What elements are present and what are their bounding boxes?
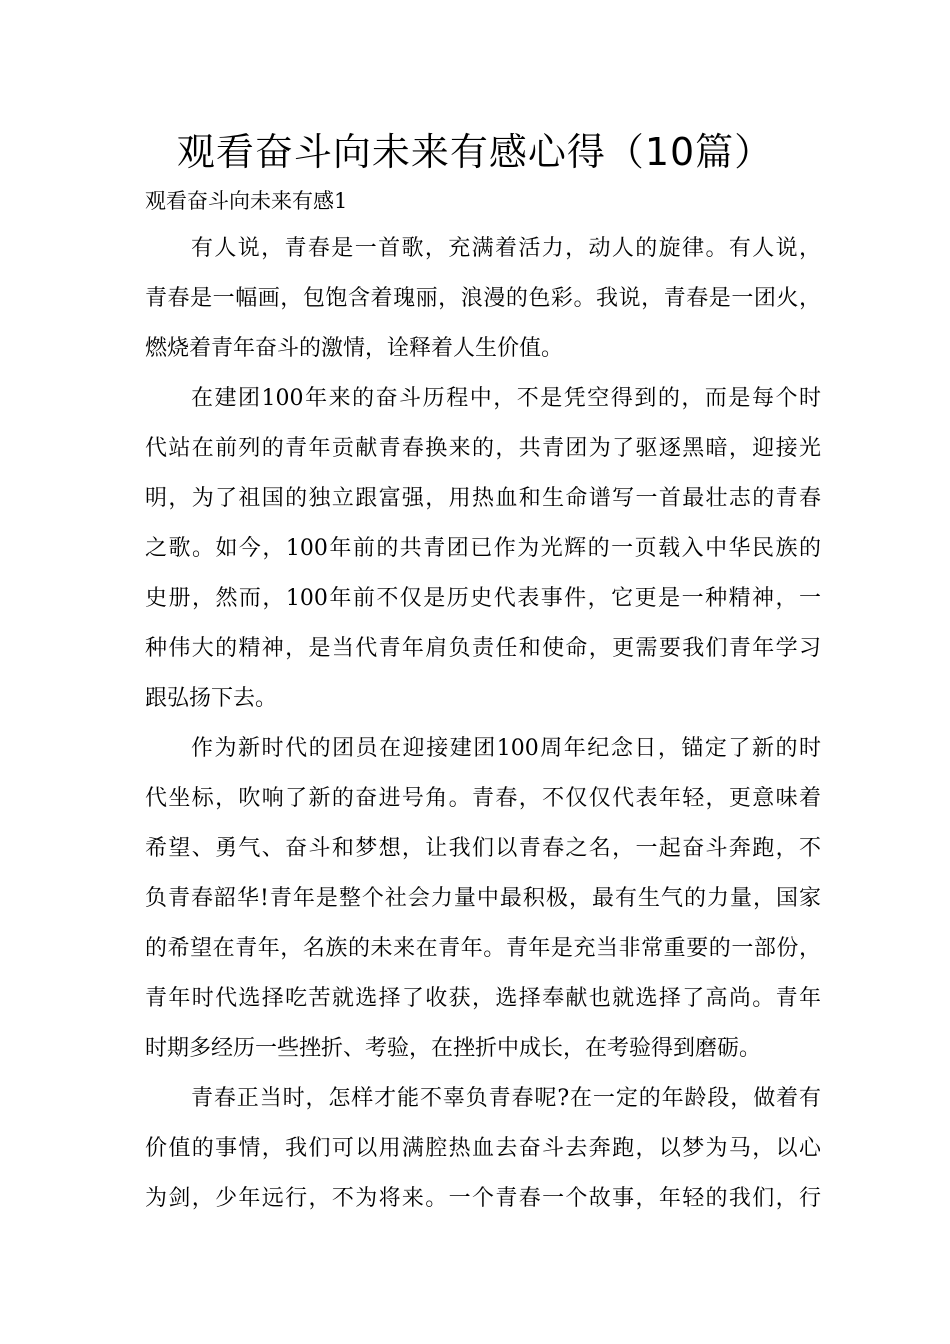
paragraph-line: 之歌。如今，100年前的共青团已作为光辉的一页载入中华民族的 (145, 536, 821, 561)
paragraph-line: 青春是一幅画，包饱含着瑰丽，浪漫的色彩。我说，青春是一团火， (145, 286, 821, 311)
paragraph-line: 在建团100年来的奋斗历程中，不是凭空得到的，而是每个时 (191, 386, 821, 411)
paragraph-line: 希望、勇气、奋斗和梦想，让我们以青春之名，一起奋斗奔跑，不 (145, 836, 821, 861)
paragraph-line: 青春正当时，怎样才能不辜负青春呢?在一定的年龄段，做着有 (191, 1086, 821, 1111)
paragraph-1 (145, 224, 821, 374)
paragraph-line: 为剑，少年远行，不为将来。一个青春一个故事，年轻的我们，行 (145, 1186, 821, 1211)
paragraph-line: 作为新时代的团员在迎接建团100周年纪念日，锚定了新的时 (191, 736, 821, 761)
paragraph-line: 价值的事情，我们可以用满腔热血去奋斗去奔跑，以梦为马，以心 (145, 1136, 821, 1161)
section-heading: 观看奋斗向未来有感1 (145, 189, 348, 213)
paragraph-line: 代站在前列的青年贡献青春换来的，共青团为了驱逐黑暗，迎接光 (145, 436, 821, 461)
paragraph-4 (145, 1074, 821, 1224)
paragraph-line: 跟弘扬下去。 (145, 686, 278, 711)
paragraph-3 (145, 724, 821, 1074)
paragraph-line: 燃烧着青年奋斗的激情，诠释着人生价值。 (145, 336, 564, 361)
paragraph-line: 代坐标，吹响了新的奋进号角。青春，不仅仅代表年轻，更意味着 (145, 786, 821, 811)
paragraph-line: 史册，然而，100年前不仅是历史代表事件，它更是一种精神，一 (145, 586, 821, 611)
paragraph-line: 明，为了祖国的独立跟富强，用热血和生命谱写一首最壮志的青春 (145, 486, 821, 511)
paragraph-line: 时期多经历一些挫折、考验，在挫折中成长，在考验得到磨砺。 (145, 1036, 762, 1061)
paragraph-line: 青年时代选择吃苦就选择了收获，选择奉献也就选择了高尚。青年 (145, 986, 821, 1011)
paragraph-line: 负青春韶华!青年是整个社会力量中最积极，最有生气的力量，国家 (145, 886, 821, 911)
paragraph-2 (145, 374, 821, 724)
document-title: 观看奋斗向未来有感心得（10篇） (176, 130, 774, 174)
paragraph-line: 的希望在青年，名族的未来在青年。青年是充当非常重要的一部份， (145, 936, 821, 961)
paragraph-line: 有人说，青春是一首歌，充满着活力，动人的旋律。有人说， (191, 236, 821, 261)
paragraph-line: 种伟大的精神，是当代青年肩负责任和使命，更需要我们青年学习 (145, 636, 821, 661)
